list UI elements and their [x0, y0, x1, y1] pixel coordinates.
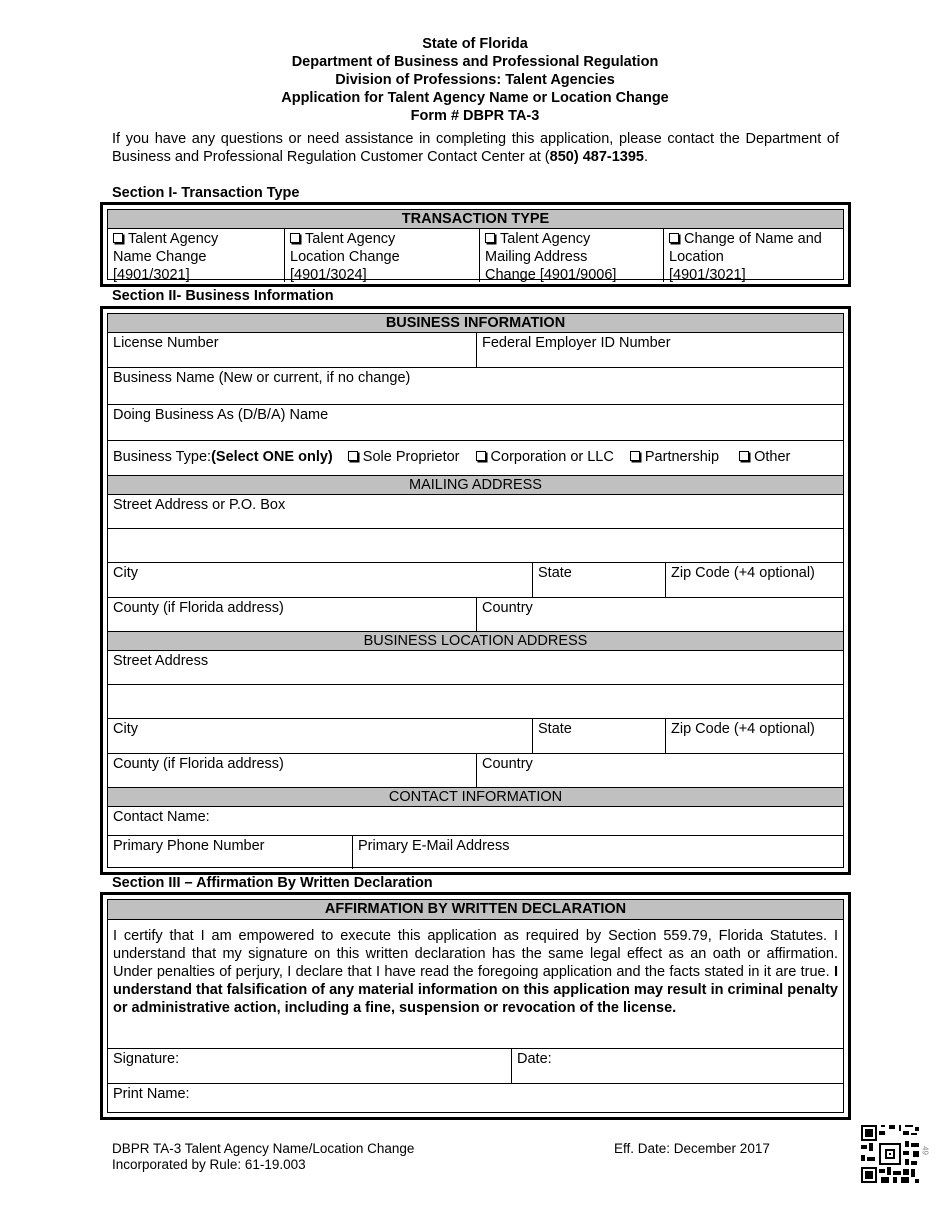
affirmation-warning: I understand that falsification of any material information on this application may result in criminal penalty or administrative action, including a fine, suspension or revocation of the license. [113, 964, 838, 1016]
intro-paragraph [112, 130, 839, 166]
page-number: 49 [920, 1146, 930, 1155]
location-county-field[interactable]: County (if Florida address) [108, 754, 477, 787]
checkbox-icon[interactable] [669, 233, 679, 243]
location-zip-field[interactable]: Zip Code (+4 optional) [671, 721, 815, 737]
footer-rule: Incorporated by Rule: 61-19.003 [112, 1157, 306, 1172]
transaction-type-frame [100, 202, 851, 287]
primary-phone-field[interactable]: Primary Phone Number [108, 836, 353, 869]
header-application-title: Application for Talent Agency Name or Location Change [281, 90, 669, 106]
mailing-street-field[interactable]: Street Address or P.O. Box [108, 495, 843, 529]
business-type-partnership[interactable]: Partnership [630, 449, 719, 465]
mailing-country-field[interactable]: Country [482, 600, 533, 616]
mailing-zip-field[interactable]: Zip Code (+4 optional) [671, 565, 815, 581]
footer-left [112, 1141, 414, 1173]
option-name-change[interactable]: Talent Agency Name Change [4901/3021] [108, 229, 285, 282]
contact-phone: 850) 487-1395 [549, 149, 644, 165]
section3-title: Section III – Affirmation By Written Declaration [112, 875, 433, 891]
option-name-and-location-change[interactable]: Change of Name and Location [4901/3021] [669, 231, 822, 283]
checkbox-icon[interactable] [485, 233, 495, 243]
transaction-type-table [107, 209, 844, 283]
checkbox-icon[interactable] [290, 233, 300, 243]
business-type-sole-proprietor[interactable]: Sole Proprietor [348, 449, 460, 465]
location-county-country-row [108, 754, 843, 788]
business-type-row [108, 441, 843, 476]
location-city-field[interactable]: City [108, 719, 533, 753]
intro-text: If you have any questions or need assistance in completing this application, please contact the Department of Business and Professional Regulation Customer Contact Center at ( [112, 131, 839, 165]
section1-title: Section I- Transaction Type [112, 185, 300, 201]
affirmation-statement [108, 920, 843, 1049]
business-type-other[interactable]: Other [739, 449, 790, 465]
header-form-number: Form # DBPR TA-3 [410, 108, 540, 124]
mailing-county-country-row [108, 598, 843, 632]
section2-title: Section II- Business Information [112, 288, 334, 304]
affirmation-table [107, 899, 844, 1113]
business-location-band: BUSINESS LOCATION ADDRESS [108, 632, 843, 651]
affirmation-text: I certify that I am empowered to execute this application as required by Section 559.79, Florida Statutes. I understand that my signature on this written declaration has the same legal effect as an oath or affirmation. Under penalties of perjury, I declare that I have read the foregoing application and the facts stated in it are true. [113, 928, 838, 980]
date-field[interactable]: Date: [517, 1051, 552, 1067]
footer-form-name: DBPR TA-3 Talent Agency Name/Location Change [112, 1141, 415, 1156]
location-street-field[interactable]: Street Address [108, 651, 843, 685]
form-header [100, 35, 850, 125]
header-department: Department of Business and Professional Regulation [291, 54, 659, 70]
header-division: Division of Professions: Talent Agencies [335, 72, 615, 88]
location-state-field[interactable]: State [533, 719, 666, 753]
phone-email-row [108, 836, 843, 869]
transaction-type-band: TRANSACTION TYPE [108, 210, 843, 229]
license-fein-row [108, 333, 843, 368]
fein-field[interactable]: Federal Employer ID Number [482, 335, 671, 351]
transaction-options-row [108, 229, 843, 282]
license-number-field[interactable]: License Number [108, 333, 477, 367]
business-type-label: Business Type: [113, 449, 212, 465]
mailing-city-field[interactable]: City [108, 563, 533, 597]
affirmation-band: AFFIRMATION BY WRITTEN DECLARATION [108, 900, 843, 920]
mailing-city-state-zip-row [108, 563, 843, 598]
option-mailing-address-change[interactable]: Talent Agency Mailing Address Change [4901/9006] [480, 229, 664, 282]
checkbox-icon[interactable] [739, 451, 749, 461]
business-info-frame [100, 306, 851, 875]
contact-information-band: CONTACT INFORMATION [108, 788, 843, 807]
primary-email-field[interactable]: Primary E-Mail Address [358, 838, 510, 854]
qr-code-icon [861, 1125, 919, 1183]
option-location-change[interactable]: Talent Agency Location Change [4901/3024] [285, 229, 480, 282]
contact-name-field[interactable]: Contact Name: [108, 807, 843, 836]
footer-eff-date: Eff. Date: December 2017 [614, 1141, 770, 1156]
print-name-field[interactable]: Print Name: [113, 1086, 190, 1102]
business-info-table [107, 313, 844, 868]
mailing-county-field[interactable]: County (if Florida address) [108, 598, 477, 631]
checkbox-icon[interactable] [630, 451, 640, 461]
intro-period: . [643, 149, 649, 165]
signature-field[interactable]: Signature: [108, 1049, 512, 1083]
header-state: State of Florida [422, 36, 528, 52]
dba-name-field[interactable]: Doing Business As (D/B/A) Name [108, 405, 843, 441]
mailing-address-band: MAILING ADDRESS [108, 476, 843, 495]
location-city-state-zip-row [108, 719, 843, 754]
mailing-state-field[interactable]: State [533, 563, 666, 597]
business-type-corporation-llc[interactable]: Corporation or LLC [476, 449, 614, 465]
location-street-line2-field[interactable] [108, 685, 843, 719]
business-name-field[interactable]: Business Name (New or current, if no change) [108, 368, 843, 405]
checkbox-icon[interactable] [476, 451, 486, 461]
location-country-field[interactable]: Country [482, 756, 533, 772]
signature-date-row [108, 1049, 843, 1084]
checkbox-icon[interactable] [113, 233, 123, 243]
checkbox-icon[interactable] [348, 451, 358, 461]
business-info-band: BUSINESS INFORMATION [108, 314, 843, 333]
mailing-street-line2-field[interactable] [108, 529, 843, 563]
affirmation-frame [100, 892, 851, 1120]
business-type-note: (Select ONE only) [211, 449, 333, 465]
